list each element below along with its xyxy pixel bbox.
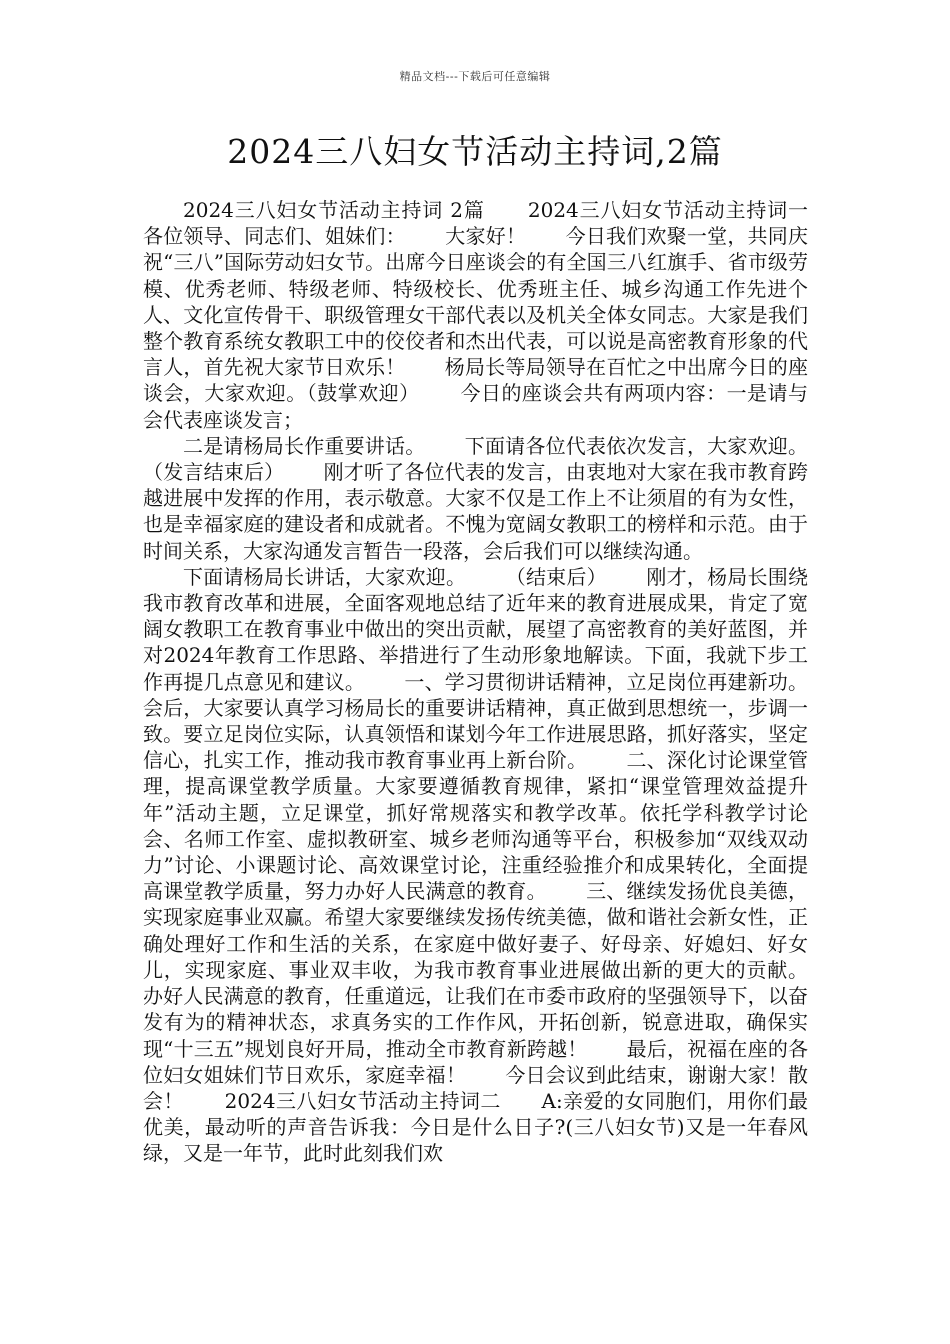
document-body: [143, 197, 847, 1167]
paragraph-3: 下面请杨局长讲话，大家欢迎。 （结束后） 刚才，杨局长围绕我市教育改革和进展，全面客观地总结了近年来的教育进展成果，肯定了宽阔女教职工在教育事业中做出的突出贡献，展望了高密教育的美好蓝图，并对2024年教育工作思路、举措进行了生动形象地解读。下面，我就下步工作再提几点意见和建议。 一、学习贯彻讲话精神，立足岗位再建新功。会后，大家要认真学习杨局长的重要讲话精神，真正做到思想统一，步调一致。要立足岗位实际，认真领悟和谋划今年工作进展思路，抓好落实，坚定信心，扎实工作，推动我市教育事业再上新台阶。 二、深化讨论课堂管理，提高课堂教学质量。大家要遵循教育规律，紧扣“课堂管理效益提升年”活动主题，立足课堂，抓好常规落实和教学改革。依托学科教学讨论会、名师工作室、虚拟教研室、城乡老师沟通等平台，积极参加“双线双动力”讨论、小课题讨论、高效课堂讨论，注重经验推介和成果转化，全面提高课堂教学质量，努力办好人民满意的教育。 三、继续发扬优良美德，实现家庭事业双赢。希望大家要继续发扬传统美德，做和谐社会新女性，正确处理好工作和生活的关系，在家庭中做好妻子、好母亲、好媳妇、好女儿，实现家庭、事业双丰收，为我市教育事业进展做出新的更大的贡献。 办好人民满意的教育，任重道远，让我们在市委市政府的坚强领导下，以奋发有为的精神状态，求真务实的工作作风，开拓创新，锐意进取，确保实现“十三五”规划良好开局，推动全市教育新跨越！ 最后，祝福在座的各位妇女姐妹们节日欢乐，家庭幸福！ 今日会议到此结束，谢谢大家！散会！ 2024三八妇女节活动主持词二 A:亲爱的女同胞们，用你们最优美，最动听的声音告诉我：今日是什么日子?(三八妇女节)又是一年春风绿，又是一年节，此时此刻我们欢: [143, 564, 847, 1166]
paragraph-2: 二是请杨局长作重要讲话。 下面请各位代表依次发言，大家欢迎。 （发言结束后） 刚才听了各位代表的发言，由衷地对大家在我市教育跨越进展中发挥的作用，表示敬意。大家不仅是工作上不让须眉的有为女性，也是幸福家庭的建设者和成就者。不愧为宽阔女教职工的榜样和示范。由于时间关系，大家沟通发言暂告一段落，会后我们可以继续沟通。: [143, 433, 847, 563]
header-note: 精品文档---下载后可任意编辑: [399, 70, 551, 83]
paragraph-1: 2024三八妇女节活动主持词 2篇 2024三八妇女节活动主持词一 各位领导、同志们、姐妹们： 大家好！ 今日我们欢聚一堂，共同庆祝“三八”国际劳动妇女节。出席今日座谈会的有全国三八红旗手、省市级劳模、优秀老师、特级老师、特级校长、优秀班主任、城乡沟通工作先进个人、文化宣传骨干、职级管理女干部代表以及机关全体女同志。大家是我们整个教育系统女教职工中的佼佼者和杰出代表，可以说是高密教育形象的代言人，首先祝大家节日欢乐！ 杨局长等局领导在百忙之中出席今日的座谈会，大家欢迎。（鼓掌欢迎） 今日的座谈会共有两项内容：一是请与会代表座谈发言；: [143, 198, 847, 432]
document-title: 2024三八妇女节活动主持词,2篇: [227, 132, 723, 171]
